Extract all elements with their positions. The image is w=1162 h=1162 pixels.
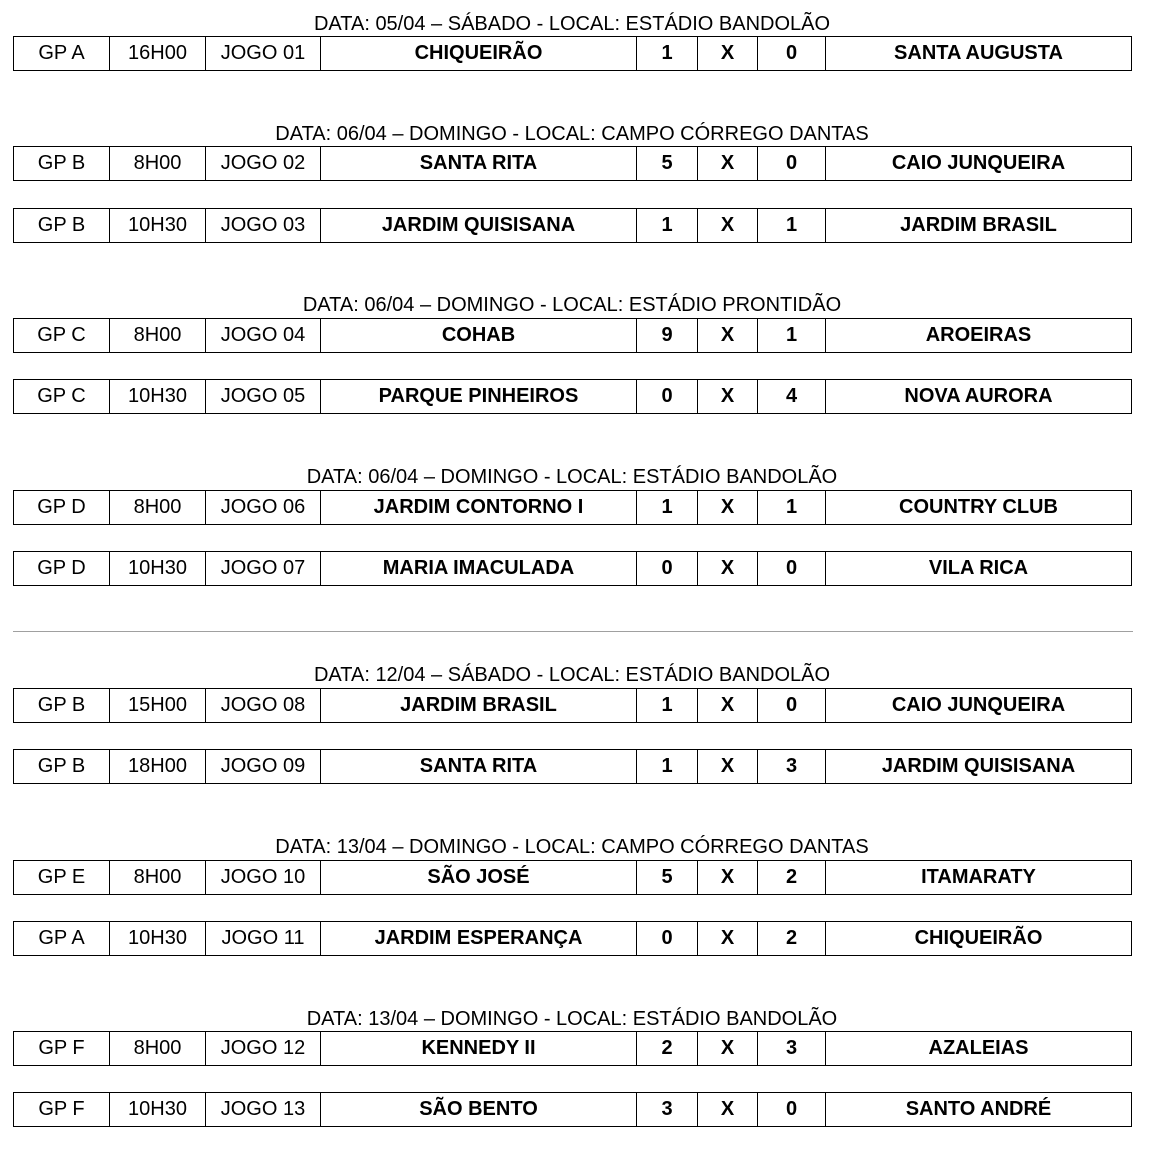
- home-score-cell: 0: [637, 922, 698, 955]
- time-cell: 8H00: [110, 861, 206, 894]
- game-row: [13, 1092, 1132, 1127]
- away-team-cell: CAIO JUNQUEIRA: [891, 694, 1066, 716]
- versus-cell: X: [698, 689, 758, 722]
- away-team-cell: SANTA AUGUSTA: [894, 42, 1063, 64]
- time-cell: 15H00: [110, 689, 206, 722]
- home-score-cell: 0: [637, 552, 698, 585]
- game-number-cell: JOGO 05: [206, 380, 321, 413]
- away-score-cell: 0: [758, 147, 826, 180]
- versus-cell: X: [698, 380, 758, 413]
- home-team-cell: JARDIM CONTORNO I: [321, 491, 637, 524]
- game-number-cell: JOGO 13: [206, 1093, 321, 1126]
- section-header: DATA: 13/04 – DOMINGO - LOCAL: CAMPO CÓRREGO DANTAS: [275, 836, 869, 858]
- versus-cell: X: [698, 552, 758, 585]
- home-score-cell: 0: [637, 380, 698, 413]
- away-team-cell: ITAMARATY: [921, 866, 1036, 888]
- home-score-cell: 1: [637, 491, 698, 524]
- away-team-cell: VILA RICA: [928, 557, 1029, 579]
- section-header: DATA: 12/04 – SÁBADO - LOCAL: ESTÁDIO BANDOLÃO: [313, 664, 831, 686]
- home-team-cell: JARDIM QUISISANA: [321, 209, 637, 242]
- game-number-cell: JOGO 03: [206, 209, 321, 242]
- section-header: DATA: 05/04 – SÁBADO - LOCAL: ESTÁDIO BANDOLÃO: [313, 13, 831, 35]
- home-score-cell: 5: [637, 861, 698, 894]
- group-cell: GP B: [14, 147, 110, 180]
- home-score-cell: 1: [637, 689, 698, 722]
- home-score-cell: 1: [637, 37, 698, 70]
- game-number-cell: JOGO 02: [206, 147, 321, 180]
- game-row: [13, 860, 1132, 895]
- home-team-cell: CHIQUEIRÃO: [321, 37, 637, 70]
- versus-cell: X: [698, 861, 758, 894]
- home-score-cell: 9: [637, 319, 698, 352]
- away-score-cell: 1: [758, 319, 826, 352]
- away-score-cell: 3: [758, 1032, 826, 1065]
- section-header: DATA: 06/04 – DOMINGO - LOCAL: CAMPO CÓRREGO DANTAS: [275, 123, 869, 145]
- group-cell: GP D: [14, 552, 110, 585]
- time-cell: 10H30: [110, 922, 206, 955]
- away-team-cell: JARDIM BRASIL: [900, 214, 1057, 236]
- game-row: [13, 551, 1132, 586]
- game-row: [13, 921, 1132, 956]
- group-cell: GP E: [14, 861, 110, 894]
- time-cell: 8H00: [110, 1032, 206, 1065]
- game-row: [13, 1031, 1132, 1066]
- away-team-cell: COUNTRY CLUB: [899, 496, 1058, 518]
- versus-cell: X: [698, 1093, 758, 1126]
- group-cell: GP F: [14, 1093, 110, 1126]
- group-cell: GP C: [14, 380, 110, 413]
- home-team-cell: JARDIM BRASIL: [321, 689, 637, 722]
- time-cell: 10H30: [110, 209, 206, 242]
- time-cell: 8H00: [110, 491, 206, 524]
- time-cell: 16H00: [110, 37, 206, 70]
- time-cell: 10H30: [110, 1093, 206, 1126]
- away-team-cell: CHIQUEIRÃO: [914, 927, 1043, 949]
- game-number-cell: JOGO 04: [206, 319, 321, 352]
- home-team-cell: SÃO JOSÉ: [321, 861, 637, 894]
- group-cell: GP D: [14, 491, 110, 524]
- versus-cell: X: [698, 319, 758, 352]
- away-score-cell: 3: [758, 750, 826, 783]
- home-team-cell: SANTA RITA: [321, 147, 637, 180]
- away-score-cell: 0: [758, 37, 826, 70]
- section-header: DATA: 06/04 – DOMINGO - LOCAL: ESTÁDIO PRONTIDÃO: [302, 294, 842, 316]
- time-cell: 18H00: [110, 750, 206, 783]
- away-team-cell: NOVA AURORA: [904, 385, 1053, 407]
- game-row: [13, 379, 1132, 414]
- home-team-cell: JARDIM ESPERANÇA: [321, 922, 637, 955]
- group-cell: GP A: [14, 37, 110, 70]
- versus-cell: X: [698, 922, 758, 955]
- away-team-cell: AROEIRAS: [925, 324, 1032, 346]
- group-cell: GP C: [14, 319, 110, 352]
- group-cell: GP B: [14, 209, 110, 242]
- game-number-cell: JOGO 10: [206, 861, 321, 894]
- home-score-cell: 3: [637, 1093, 698, 1126]
- game-number-cell: JOGO 11: [206, 922, 321, 955]
- game-number-cell: JOGO 06: [206, 491, 321, 524]
- away-score-cell: 0: [758, 1093, 826, 1126]
- away-score-cell: 1: [758, 491, 826, 524]
- section-divider: [13, 631, 1133, 632]
- home-team-cell: SÃO BENTO: [321, 1093, 637, 1126]
- game-row: [13, 490, 1132, 525]
- group-cell: GP F: [14, 1032, 110, 1065]
- home-team-cell: COHAB: [321, 319, 637, 352]
- away-team-cell: SANTO ANDRÉ: [905, 1098, 1052, 1120]
- time-cell: 8H00: [110, 147, 206, 180]
- home-score-cell: 1: [637, 209, 698, 242]
- game-row: [13, 146, 1132, 181]
- away-team-cell: JARDIM QUISISANA: [881, 755, 1076, 777]
- section-header: DATA: 06/04 – DOMINGO - LOCAL: ESTÁDIO BANDOLÃO: [306, 466, 838, 488]
- versus-cell: X: [698, 750, 758, 783]
- home-team-cell: PARQUE PINHEIROS: [321, 380, 637, 413]
- home-team-cell: KENNEDY II: [321, 1032, 637, 1065]
- game-number-cell: JOGO 09: [206, 750, 321, 783]
- group-cell: GP B: [14, 750, 110, 783]
- home-team-cell: SANTA RITA: [321, 750, 637, 783]
- time-cell: 8H00: [110, 319, 206, 352]
- game-number-cell: JOGO 01: [206, 37, 321, 70]
- game-row: [13, 749, 1132, 784]
- away-score-cell: 0: [758, 689, 826, 722]
- versus-cell: X: [698, 491, 758, 524]
- versus-cell: X: [698, 209, 758, 242]
- versus-cell: X: [698, 147, 758, 180]
- versus-cell: X: [698, 37, 758, 70]
- game-row: [13, 36, 1132, 71]
- game-row: [13, 208, 1132, 243]
- home-score-cell: 2: [637, 1032, 698, 1065]
- time-cell: 10H30: [110, 380, 206, 413]
- time-cell: 10H30: [110, 552, 206, 585]
- away-score-cell: 1: [758, 209, 826, 242]
- away-score-cell: 0: [758, 552, 826, 585]
- away-team-cell: AZALEIAS: [928, 1037, 1029, 1059]
- versus-cell: X: [698, 1032, 758, 1065]
- home-score-cell: 1: [637, 750, 698, 783]
- home-score-cell: 5: [637, 147, 698, 180]
- away-score-cell: 2: [758, 861, 826, 894]
- away-score-cell: 2: [758, 922, 826, 955]
- away-score-cell: 4: [758, 380, 826, 413]
- group-cell: GP B: [14, 689, 110, 722]
- section-header: DATA: 13/04 – DOMINGO - LOCAL: ESTÁDIO BANDOLÃO: [306, 1008, 838, 1030]
- group-cell: GP A: [14, 922, 110, 955]
- home-team-cell: MARIA IMACULADA: [321, 552, 637, 585]
- game-number-cell: JOGO 07: [206, 552, 321, 585]
- game-row: [13, 688, 1132, 723]
- game-row: [13, 318, 1132, 353]
- game-number-cell: JOGO 12: [206, 1032, 321, 1065]
- game-number-cell: JOGO 08: [206, 689, 321, 722]
- away-team-cell: CAIO JUNQUEIRA: [891, 152, 1066, 174]
